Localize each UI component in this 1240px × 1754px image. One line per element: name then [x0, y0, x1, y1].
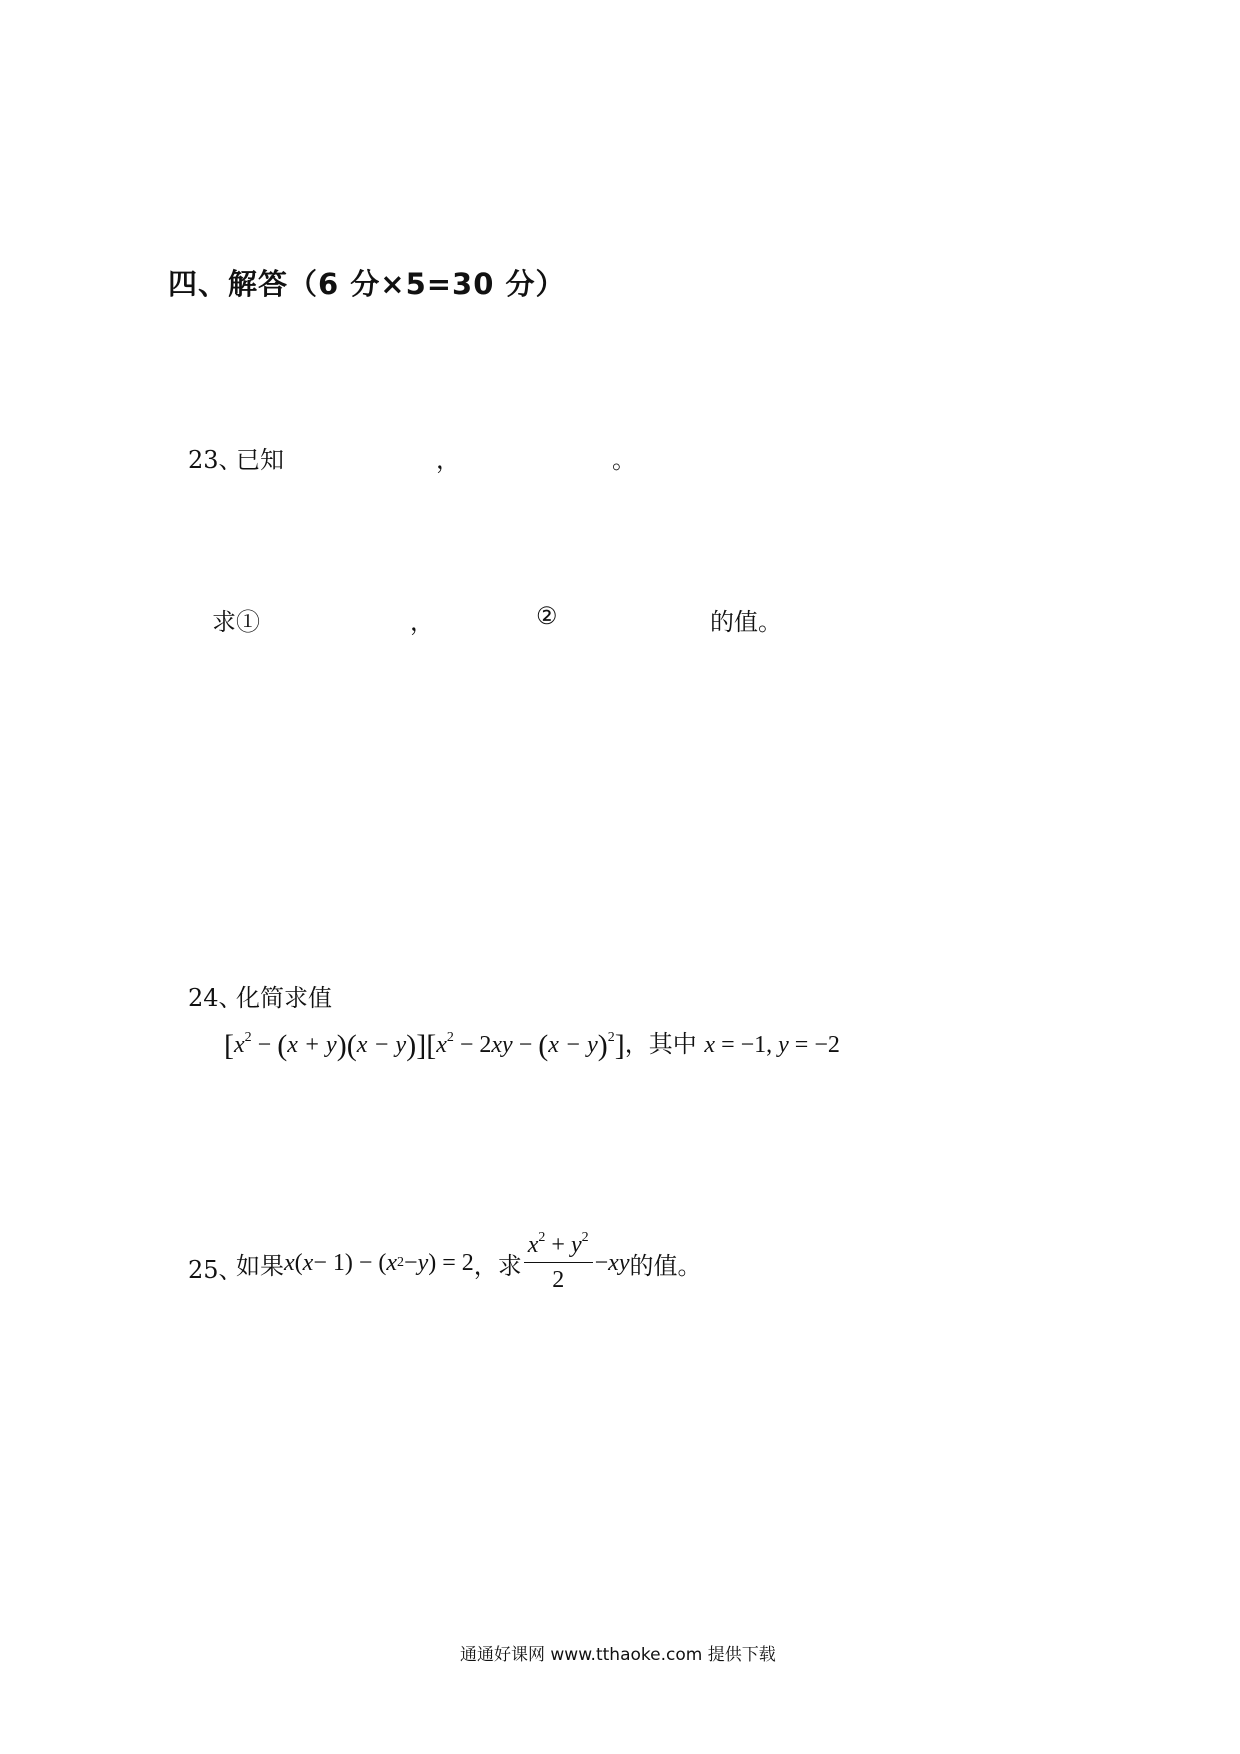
- question-23-ask: 求①: [212, 608, 260, 636]
- question-23-lead: 已知: [236, 446, 284, 474]
- section-title: 四、解答（6 分×5=30 分）: [168, 267, 566, 301]
- question-24-lead: 化简求值: [236, 984, 332, 1012]
- question-23-comma-2: ，: [410, 608, 434, 636]
- footer-text: 通通好课网 www.tthaoke.com 提供下载: [460, 1645, 776, 1665]
- right-bracket: ]: [416, 1029, 427, 1062]
- question-23-comma: ，: [436, 446, 460, 474]
- fraction-numerator: $x^2 + y^2$: [524, 1232, 593, 1263]
- question-23-number: 23、: [188, 446, 243, 474]
- left-bracket: [: [224, 1029, 234, 1062]
- fraction-denominator: 2: [552, 1267, 565, 1293]
- fraction: [524, 1232, 593, 1294]
- question-24-expression: $[x^2 - (x + y)(x - y)][x^2 - 2xy - (x - y)^2]$，其中 x = −1, y = −2: [224, 1029, 840, 1062]
- question-25-number: 25、: [188, 1256, 243, 1284]
- right-bracket-2: ]: [614, 1029, 625, 1062]
- question-24-number: 24、: [188, 984, 243, 1012]
- question-23-tail: 的值。: [710, 608, 782, 636]
- left-bracket-2: [: [426, 1029, 437, 1062]
- question-25-expression: 如果 x ( x − 1) − ( x 2 − y ) = 2 ，求 $\frac{x^2 + y^2}{2}$ − xy 的值。: [236, 1230, 702, 1293]
- question-23-circle-2: ②: [536, 602, 558, 630]
- question-23-period: 。: [612, 446, 636, 474]
